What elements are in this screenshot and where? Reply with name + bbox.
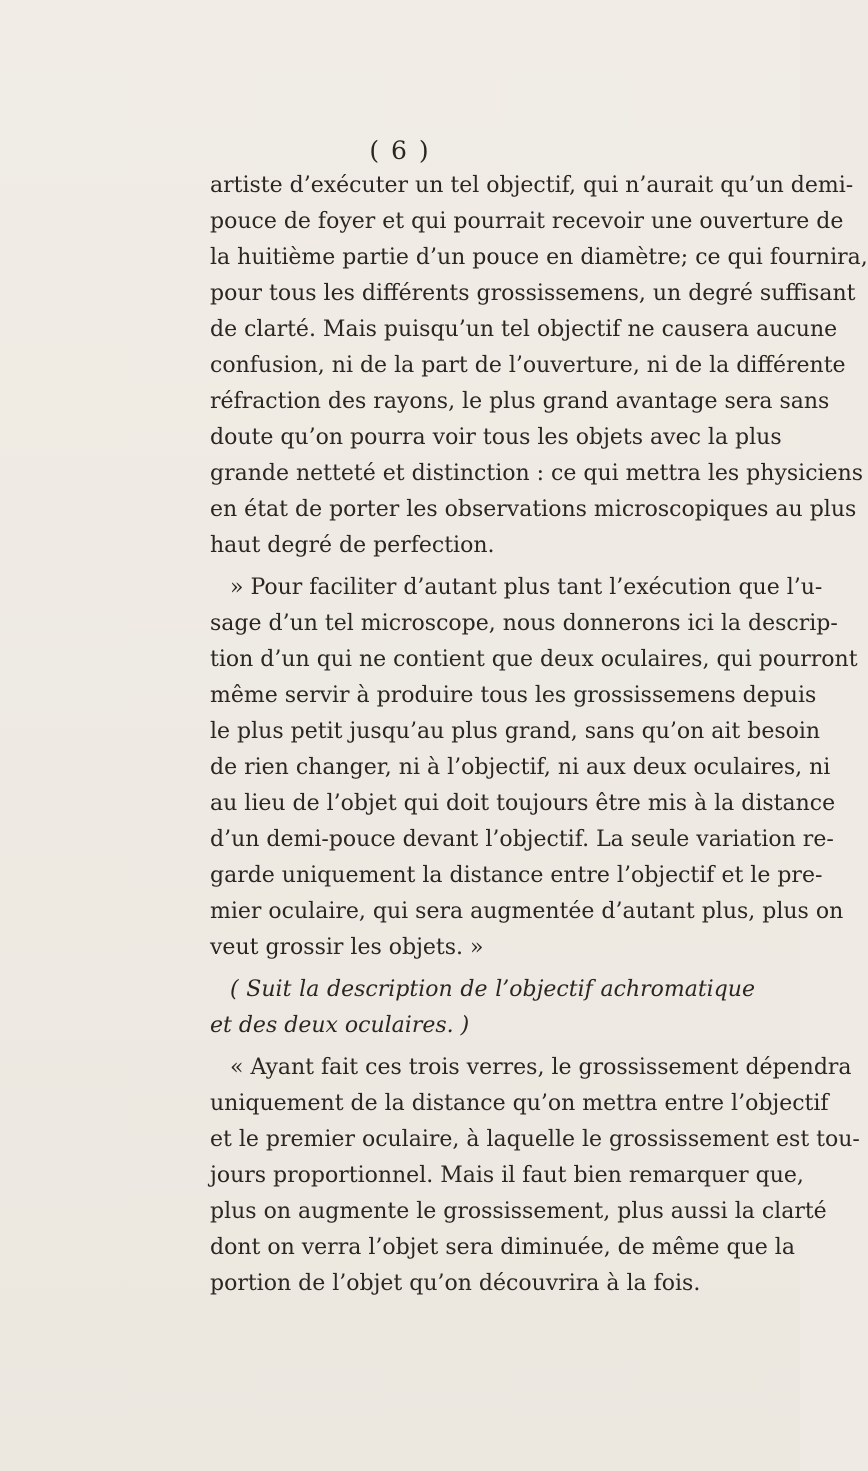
text-line: mier oculaire, qui sera augmentée d’autant plus, plus on: [210, 899, 844, 924]
text-line: plus on augmente le grossissement, plus aussi la clarté: [210, 1199, 827, 1224]
text-line: en état de porter les observations microscopiques au plus: [210, 497, 857, 522]
text-line: portion de l’objet qu’on découvrira à la fois.: [210, 1271, 701, 1296]
page-number: ( 6 ): [369, 136, 431, 165]
text-line: uniquement de la distance qu’on mettra entre l’objectif: [210, 1091, 829, 1116]
text-line: garde uniquement la distance entre l’objectif et le pre-: [210, 863, 823, 888]
text-line: confusion, ni de la part de l’ouverture, ni de la différente: [210, 353, 846, 378]
text-line: sage d’un tel microscope, nous donnerons ici la descrip-: [210, 611, 838, 636]
section-heading: et des deux oculaires. ): [210, 1013, 470, 1038]
text-line: le plus petit jusqu’au plus grand, sans qu’on ait besoin: [210, 719, 821, 744]
text-line: de clarté. Mais puisqu’un tel objectif ne causera aucune: [210, 317, 838, 342]
text-line: artiste d’exécuter un tel objectif, qui n’aurait qu’un demi-: [210, 173, 854, 198]
text-line: jours proportionnel. Mais il faut bien remarquer que,: [210, 1163, 804, 1188]
text-line: tion d’un qui ne contient que deux oculaires, qui pourront: [210, 647, 858, 672]
text-line: pour tous les différents grossissemens, un degré suffisant: [210, 281, 856, 306]
text-line: réfraction des rayons, le plus grand avantage sera sans: [210, 389, 830, 414]
text-line: de rien changer, ni à l’objectif, ni aux deux oculaires, ni: [210, 755, 831, 780]
text-line: » Pour faciliter d’autant plus tant l’exécution que l’u-: [230, 575, 823, 600]
text-line: et le premier oculaire, à laquelle le grossissement est tou-: [210, 1127, 860, 1152]
text-line: dont on verra l’objet sera diminuée, de même que la: [210, 1235, 795, 1260]
text-line: d’un demi-pouce devant l’objectif. La seule variation re-: [210, 827, 834, 852]
section-heading: ( Suit la description de l’objectif achromatique: [230, 977, 755, 1002]
text-line: haut degré de perfection.: [210, 533, 495, 558]
text-line: au lieu de l’objet qui doit toujours être mis à la distance: [210, 791, 836, 816]
text-line: grande netteté et distinction : ce qui mettra les physiciens: [210, 461, 864, 486]
text-line: doute qu’on pourra voir tous les objets avec la plus: [210, 425, 782, 450]
text-line: veut grossir les objets. »: [210, 935, 484, 960]
text-line: « Ayant fait ces trois verres, le grossissement dépendra: [230, 1055, 852, 1080]
text-line: pouce de foyer et qui pourrait recevoir une ouverture de: [210, 209, 844, 234]
text-line: même servir à produire tous les grossissemens depuis: [210, 683, 817, 708]
text-line: la huitième partie d’un pouce en diamètre; ce qui fournira,: [210, 245, 868, 270]
